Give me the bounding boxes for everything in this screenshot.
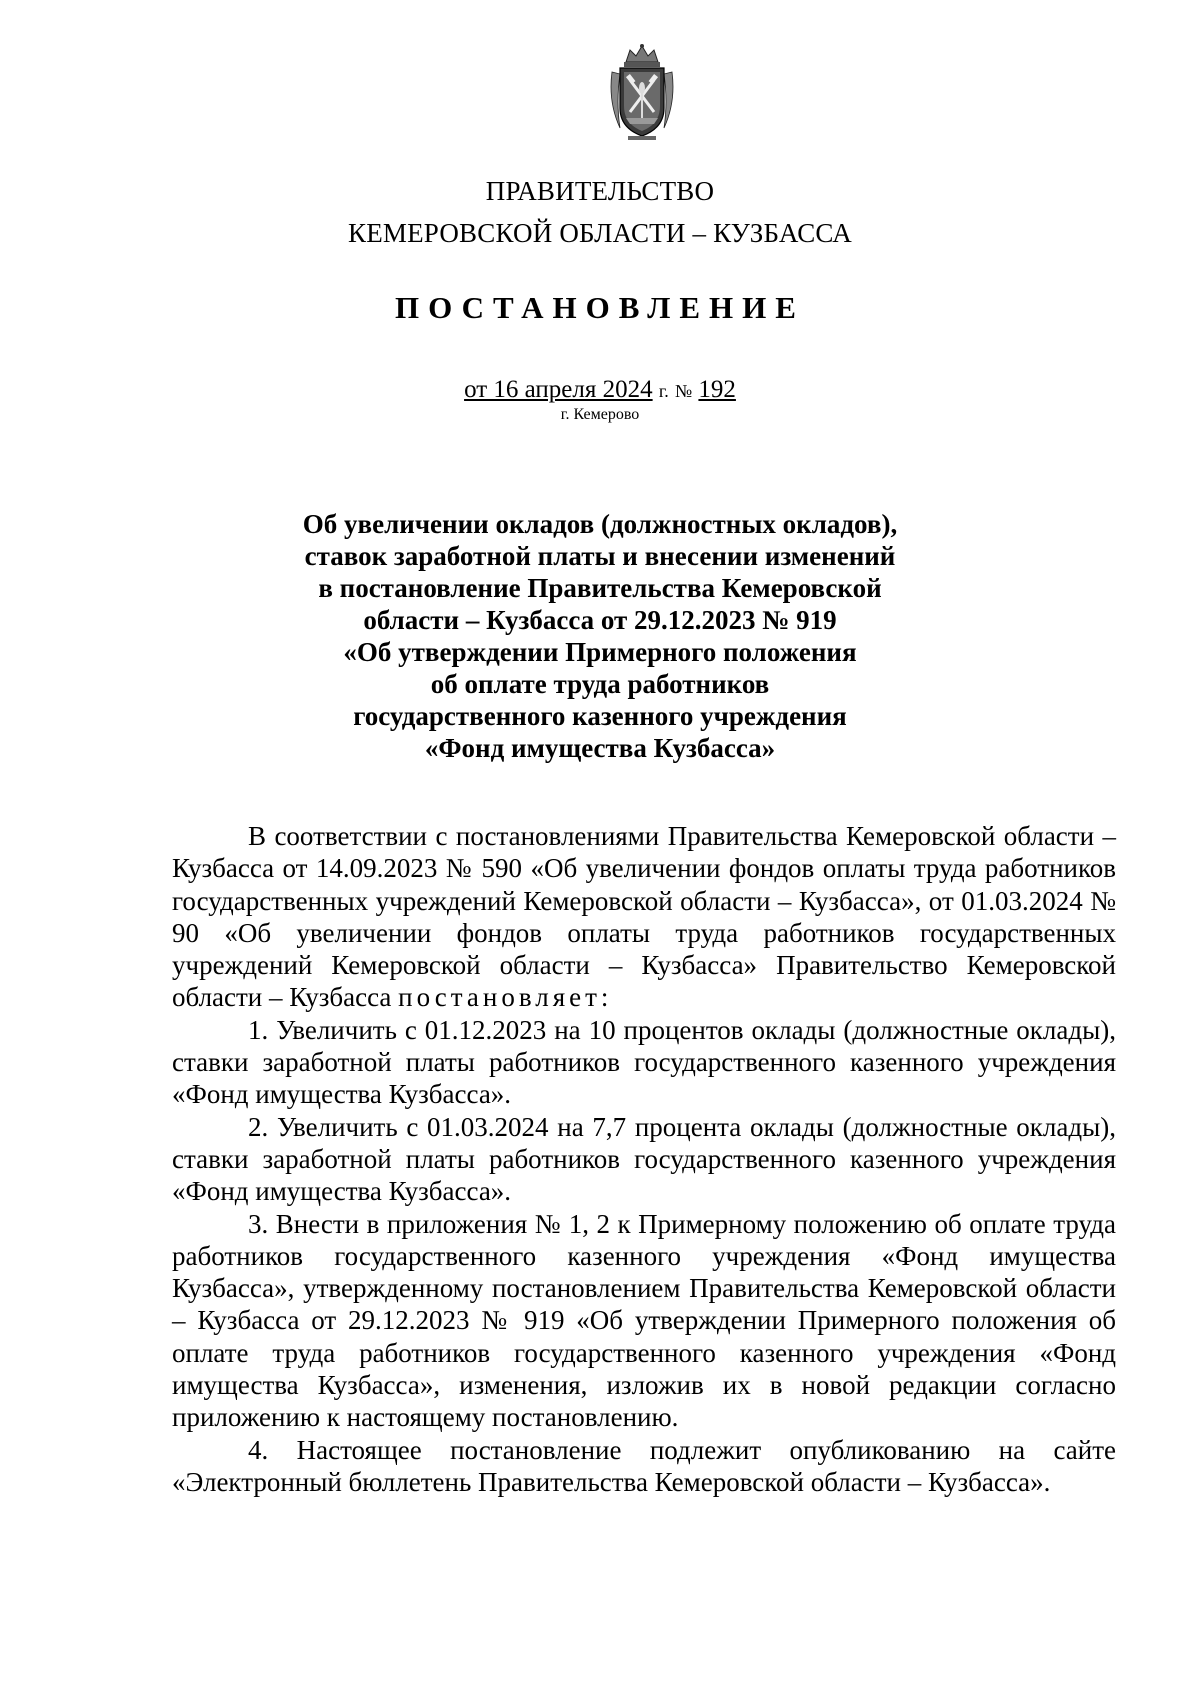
government-name-line-2: КЕМЕРОВСКОЙ ОБЛАСТИ – КУЗБАССА [348,218,852,248]
subject-line: ставок заработной платы и внесении изменений [304,541,896,571]
document-number: 192 [698,376,736,403]
document-body [172,820,1116,1498]
subject-line: «Об утверждении Примерного положения [343,637,857,667]
document-type-title: ПОСТАНОВЛЕНИЕ [395,290,805,325]
year-suffix: г. [658,381,669,401]
document-city: г. Кемерово [560,406,640,423]
decree-word: постановляет: [398,982,613,1013]
preamble-text: В соответствии с постановлениями Правительства Кемеровской области – Кузбасса от 14.09.2023 № 590 «Об увеличении фондов оплаты труда работников государственных учреждений Кемеровской области – Кузбасса», от 01.03.2024 № 90 «Об увеличении фондов оплаты труда работников государственных учреждений Кемеровской области – Кузбасса» Правительство Кемеровской области – Кузбасса [172,821,1116,1013]
subject-line: Об увеличении окладов (должностных окладов), [302,509,898,539]
item-paragraph-1: 1. Увеличить с 01.12.2023 на 10 процентов оклады (должностные оклады), ставки заработной платы работников государственного казенного учреждения «Фонд имущества Кузбасса». [172,1014,1116,1110]
coat-of-arms-icon [606,42,678,142]
number-sign: № [674,381,693,401]
subject-line: государственного казенного учреждения [353,701,847,731]
subject-line: области – Кузбасса от 29.12.2023 № 919 [363,605,837,635]
government-name-line-1: ПРАВИТЕЛЬСТВО [485,176,715,206]
date-number-line [0,376,1200,404]
document-date: от 16 апреля 2024 [464,376,653,403]
item-paragraph-3: 3. Внести в приложения № 1, 2 к Примерному положению об оплате труда работников государственного казенного учреждения «Фонд имущества Кузбасса», утвержденному постановлением Правительства Кемеровской области – Кузбасса от 29.12.2023 № 919 «Об утверждении Примерного положения об оплате труда работников государственного казенного учреждения «Фонд имущества Кузбасса», изменения, изложив их в новой редакции согласно приложению к настоящему постановлению. [172,1208,1116,1433]
item-paragraph-2: 2. Увеличить с 01.03.2024 на 7,7 процента оклады (должностные оклады), ставки заработной платы работников государственного казенного учреждения «Фонд имущества Кузбасса». [172,1111,1116,1207]
document-subject [300,508,900,764]
subject-line: в постановление Правительства Кемеровской [318,573,882,603]
subject-line: «Фонд имущества Кузбасса» [424,733,776,763]
subject-line: об оплате труда работников [430,669,770,699]
item-paragraph-4: 4. Настоящее постановление подлежит опубликованию на сайте «Электронный бюллетень Правительства Кемеровской области – Кузбасса». [172,1434,1116,1497]
preamble-paragraph [172,820,1116,1014]
